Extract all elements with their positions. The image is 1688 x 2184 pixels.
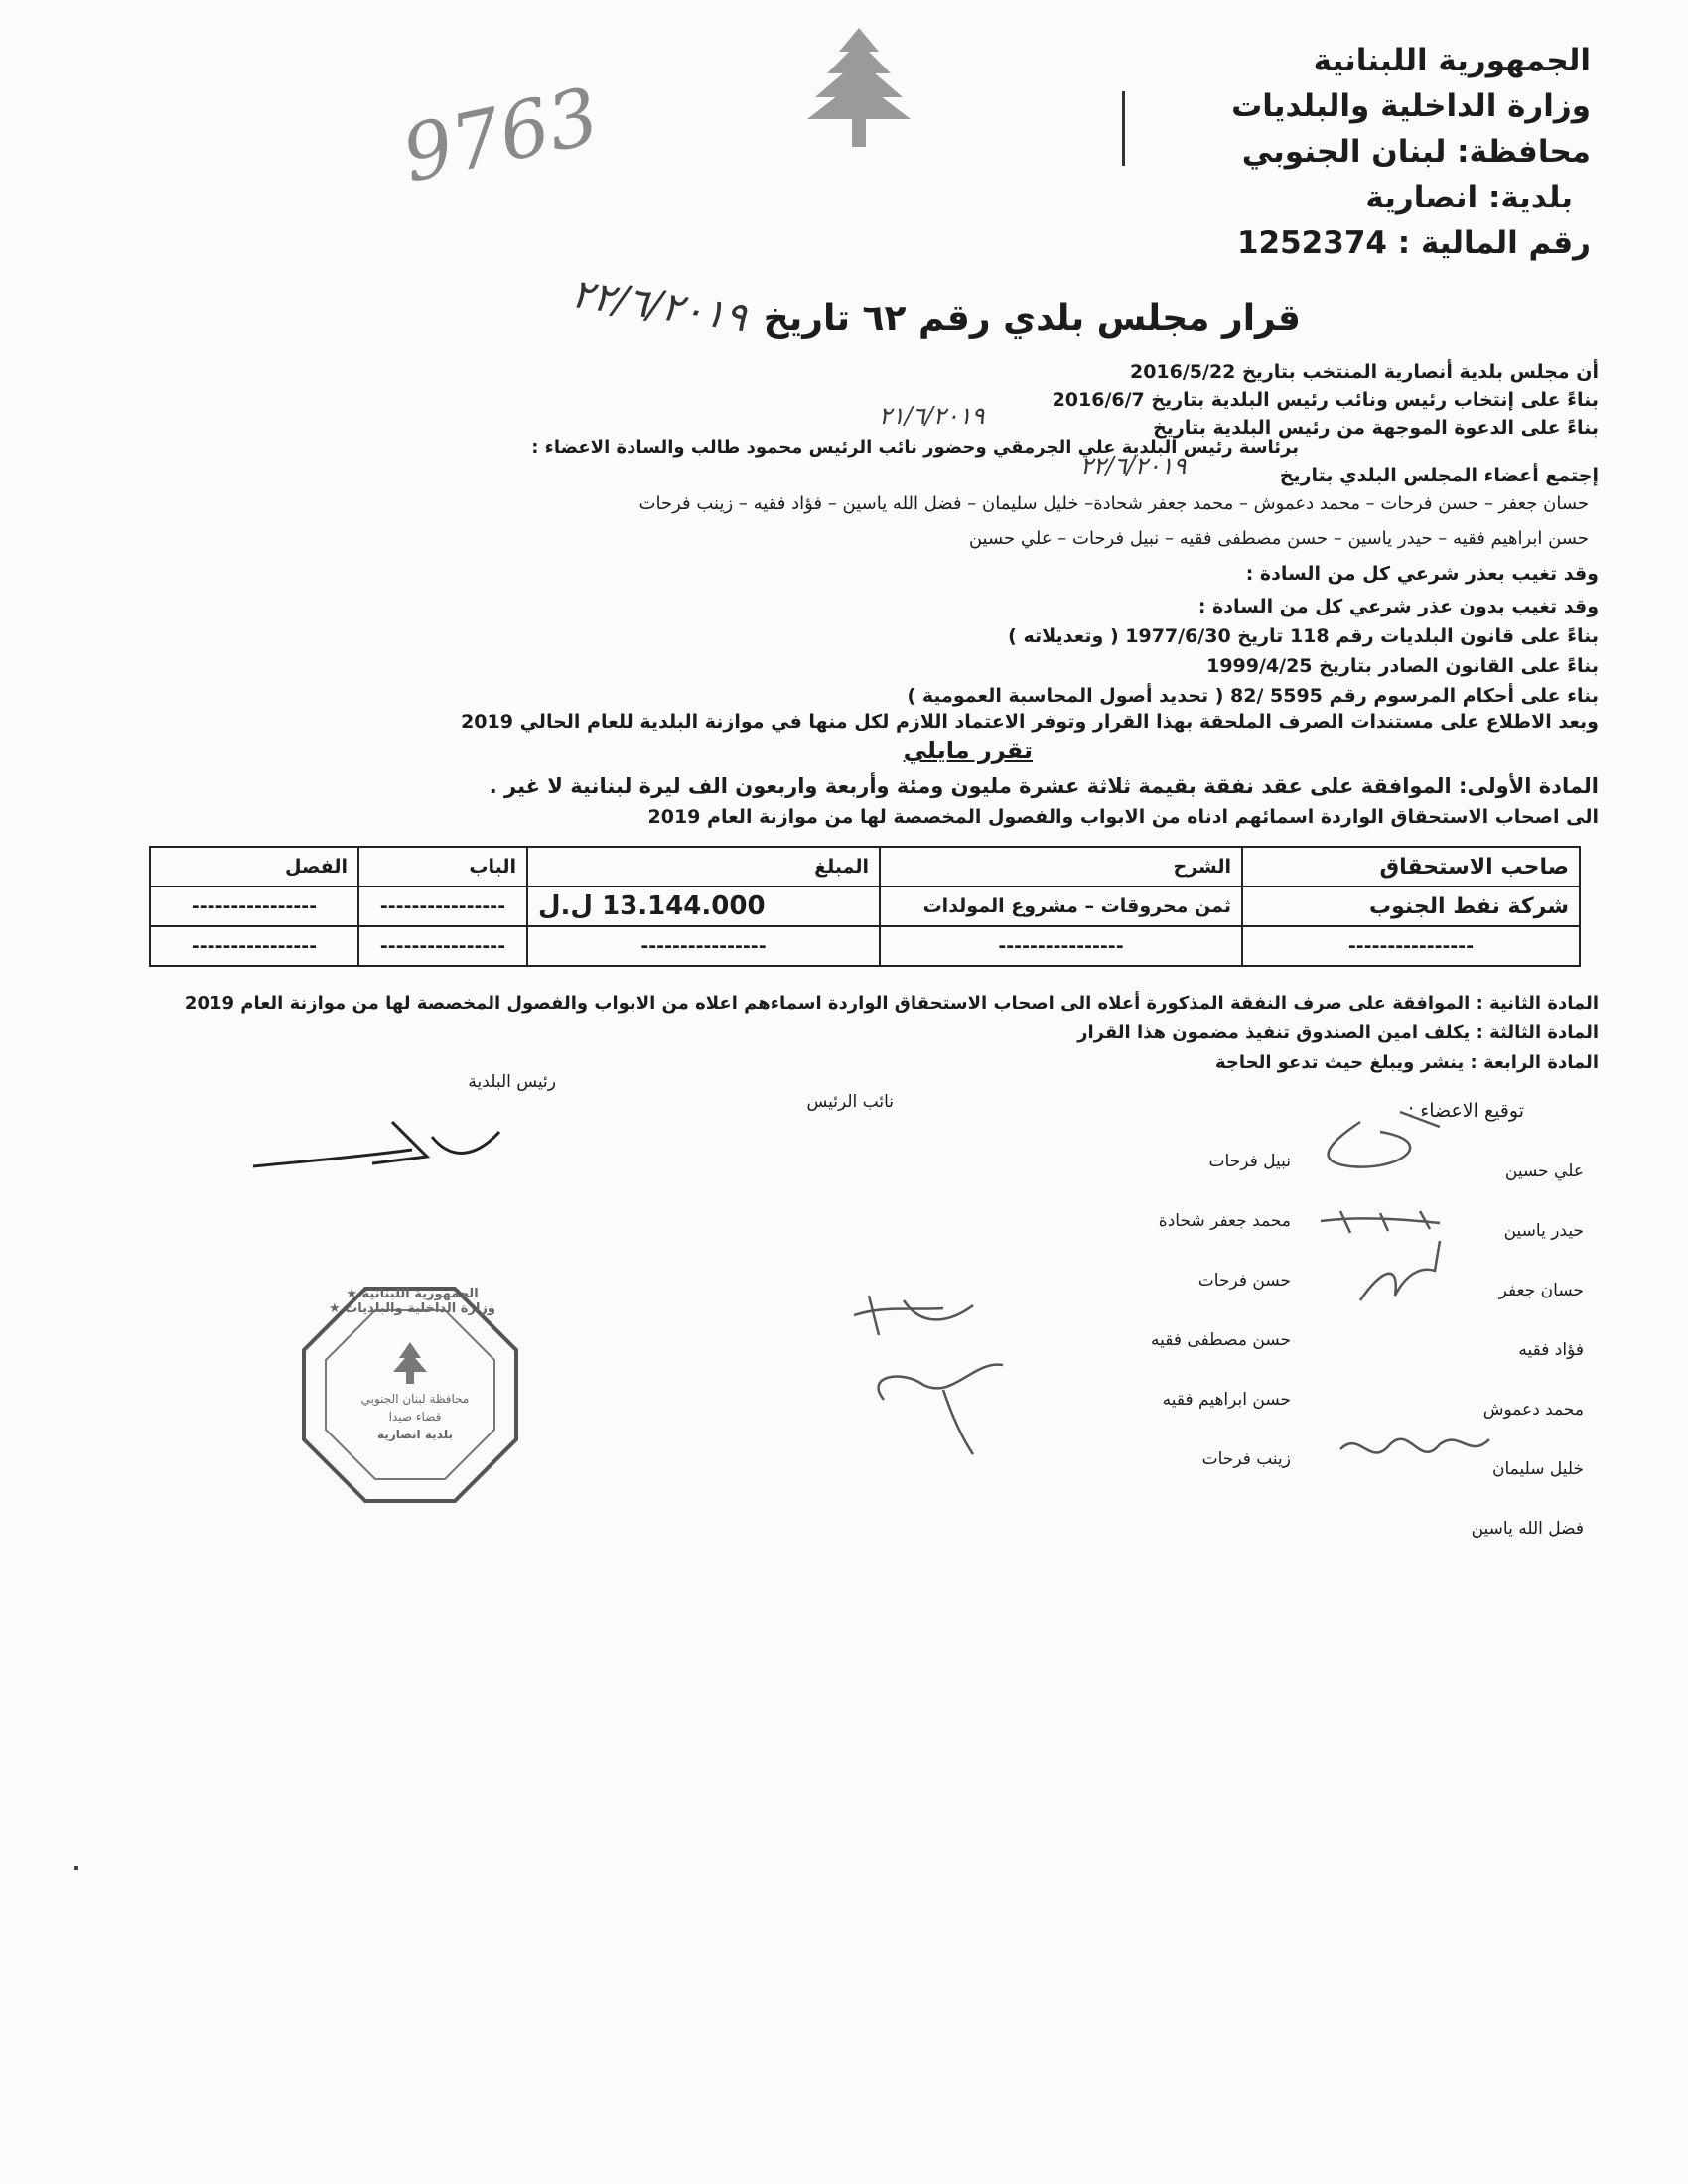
decree-reference: بناء على أحكام المرسوم رقم 5595 /82 ( تحديد أصول المحاسبة العمومية ) [907,685,1599,707]
header-description: الشرح [880,847,1242,887]
handwritten-archive-number: 9763 [394,71,607,201]
member-name: حسان جعفر [1498,1281,1584,1300]
table-header-row [150,847,1580,887]
header-amount: المبلغ [527,847,880,887]
law-1999: بناءً على القانون الصادر بتاريخ 1999/4/25 [1206,655,1599,677]
stamp-line: قضاء صيدا [388,1410,442,1424]
table-row-dashes [150,926,1580,966]
margin-mark [1122,91,1125,166]
member-name: محمد دعموش [1482,1400,1584,1420]
republic-name: الجمهورية اللبنانية [1313,43,1591,78]
law-reference: بناءً على قانون البلديات رقم 118 تاريخ 1977/6/30 ( وتعديلاته ) [1008,625,1599,647]
excused-absent: وقد تغيب بعذر شرعي كل من السادة : [1245,563,1599,585]
stamp-inner-text [346,1390,485,1443]
finance-number-label: رقم المالية : [1397,225,1591,261]
president-signature [243,1102,511,1181]
article-one: المادة الأولى: الموافقة على عقد نفقة بقيمة ثلاثة عشرة مليون ومئة وأربعة واربعون الف ليرة لبنانية لا غير . [489,774,1599,798]
present-members-1: حسان جعفر – حسن فرحات – محمد دعموش – محمد جعفر شحادة– خليل سليمان – فضل الله ياسين – فؤاد فقيه – زينب فرحات [638,493,1589,514]
member-name: حسن فرحات [1197,1271,1291,1291]
stamp-line: بلدية انصارية [377,1428,453,1441]
member-name: حيدر ياسين [1503,1221,1584,1241]
member-name: نبيل فرحات [1208,1152,1291,1171]
cell-chapter: ---------------- [150,887,358,926]
municipality-name: بلدية: انصارية [1365,180,1573,215]
cell-dash-3: ---------------- [527,926,880,966]
meeting-presidency: برئاسة رئيس البلدية علي الجرمقي وحضور نائب الرئيس محمود طالب والسادة الاعضاء : [531,437,1299,458]
cell-description: ثمن محروقات – مشروع المولدات [880,887,1242,926]
header-section: الباب [358,847,527,887]
preamble-line-2: بناءً على إنتخاب رئيس ونائب رئيس البلدية بتاريخ 2016/6/7 [1052,389,1599,411]
member-name: حسن مصطفى فقيه [1151,1330,1291,1350]
cell-amount: 13.144.000 ل.ل [527,887,880,926]
stray-mark [74,1866,78,1870]
handwritten-invite-date: ٢١/٦/٢٠١٩ [879,402,985,430]
resolves-heading: تقرر مايلي [903,737,1033,764]
cell-dash-2: ---------------- [880,926,1242,966]
finance-number-value: 1252374 [1236,225,1387,261]
member-name: محمد جعفر شحادة [1158,1211,1291,1231]
handwritten-title-date: ٢٢/٦/٢٠١٩ [568,270,750,341]
article-two: المادة الثانية : الموافقة على صرف النفقة المذكورة أعلاه الى اصحاب الاستحقاق الواردة اسماءهم اعلاه من الابواب والفصول المخصصة لها من موازنة العام 2019 [184,993,1599,1014]
present-members-2: حسن ابراهيم فقيه – حيدر ياسين – حسن مصطفى فقيه – نبيل فرحات – علي حسين [968,528,1589,549]
cedar-logo [789,20,928,159]
member-name: علي حسين [1504,1161,1584,1181]
letterhead [1231,38,1591,266]
ministry-name: وزارة الداخلية والبلديات [1231,88,1591,124]
member-signatures [844,1102,1539,1499]
article-one-continuation: الى اصحاب الاستحقاق الواردة اسمائهم ادناه من الابواب والفصول المخصصة لها من موازنة العام 2019 [647,806,1599,828]
unexcused-absent: وقد تغيب بدون عذر شرعي كل من السادة : [1197,596,1599,617]
stamp-line: محافظة لبنان الجنوبي [360,1392,470,1406]
header-payee: صاحب الاستحقاق [1242,847,1580,887]
article-four: المادة الرابعة : ينشر ويبلغ حيث تدعو الحاجة [1214,1052,1599,1073]
member-name: فضل الله ياسين [1471,1519,1584,1539]
member-name: حسن ابراهيم فقيه [1162,1390,1291,1410]
cell-payee: شركة نفط الجنوب [1242,887,1580,926]
member-name: زينب فرحات [1201,1449,1291,1469]
preamble-line-1: أن مجلس بلدية أنصارية المنتخب بتاريخ 2016/5/22 [1129,361,1599,383]
decision-title: قرار مجلس بلدي رقم ٦٢ تاريخ [763,298,1301,339]
preamble-line-3: بناءً على الدعوة الموجهة من رئيس البلدية بتاريخ [1153,417,1599,439]
finance-number [1231,220,1591,266]
governorate-name: محافظة: لبنان الجنوبي [1241,134,1591,170]
members-signature-label: توقيع الاعضاء : [1407,1100,1524,1122]
cell-dash-4: ---------------- [358,926,527,966]
president-label: رئيس البلدية [468,1072,556,1092]
cell-dash-1: ---------------- [1242,926,1580,966]
member-name: فؤاد فقيه [1518,1340,1584,1360]
payment-table [149,846,1581,967]
header-chapter: الفصل [150,847,358,887]
cell-section: ---------------- [358,887,527,926]
cell-dash-5: ---------------- [150,926,358,966]
member-name: خليل سليمان [1491,1459,1584,1479]
vice-president-label: نائب الرئيس [806,1092,894,1112]
budget-reference: وبعد الاطلاع على مستندات الصرف الملحقة بهذا القرار وتوفر الاعتماد اللازم لكل منها في موازنة البلدية للعام الحالي 2019 [461,711,1599,733]
article-three: المادة الثالثة : يكلف امين الصندوق تنفيذ مضمون هذا القرار [1077,1023,1599,1043]
table-row [150,887,1580,926]
handwritten-meeting-date: ٢٢/٦/٢٠١٩ [1080,452,1187,479]
stamp-outer-text: الجمهورية اللبنانية ★ وزارة الداخلية والبلديات ★ [329,1287,495,1316]
preamble-line-4: إجتمع أعضاء المجلس البلدي بتاريخ [1279,465,1599,486]
